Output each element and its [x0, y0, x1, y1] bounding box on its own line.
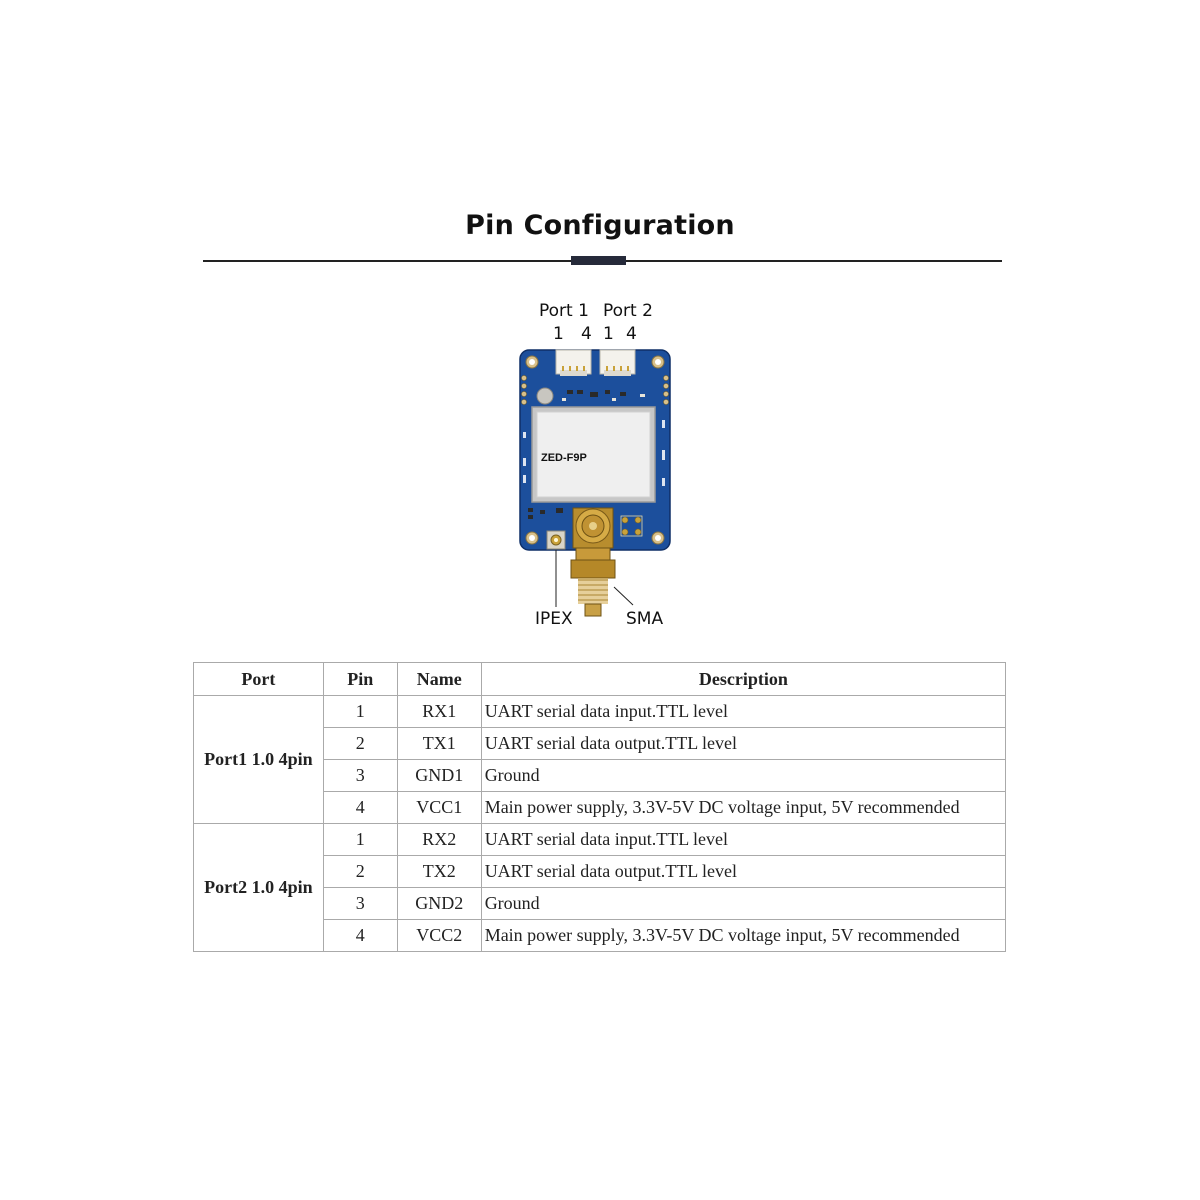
port-group-cell: Port2 1.0 4pin	[194, 824, 324, 952]
pin-cell: 1	[323, 696, 397, 728]
pin-configuration-table	[193, 662, 1006, 952]
description-cell: UART serial data input.TTL level	[481, 824, 1005, 856]
name-cell: RX2	[397, 824, 481, 856]
ipex-connector	[547, 531, 565, 549]
header-name: Name	[397, 663, 481, 696]
name-cell: TX2	[397, 856, 481, 888]
name-cell: GND1	[397, 760, 481, 792]
sma-label: SMA	[626, 609, 664, 629]
backup-battery	[537, 388, 553, 404]
port1-pin-first-label: 1	[553, 324, 564, 344]
header-pin: Pin	[323, 663, 397, 696]
page-title: Pin Configuration	[465, 210, 735, 241]
description-cell: Main power supply, 3.3V-5V DC voltage input, 5V recommended	[481, 792, 1005, 824]
port1-connector	[556, 350, 591, 376]
header-description: Description	[481, 663, 1005, 696]
table-row	[194, 696, 1006, 728]
pin-cell: 2	[323, 856, 397, 888]
pin-cell: 4	[323, 792, 397, 824]
sma-connector	[571, 508, 615, 616]
pin-cell: 2	[323, 728, 397, 760]
description-cell: Ground	[481, 760, 1005, 792]
name-cell: TX1	[397, 728, 481, 760]
ipex-label: IPEX	[535, 609, 573, 629]
header-port: Port	[194, 663, 324, 696]
table-row	[194, 824, 1006, 856]
description-cell: UART serial data output.TTL level	[481, 728, 1005, 760]
description-cell: UART serial data input.TTL level	[481, 696, 1005, 728]
description-cell: Main power supply, 3.3V-5V DC voltage input, 5V recommended	[481, 920, 1005, 952]
port1-label: Port 1	[539, 301, 589, 321]
name-cell: VCC2	[397, 920, 481, 952]
port2-pin-first-label: 1	[603, 324, 614, 344]
pin-cell: 3	[323, 760, 397, 792]
port1-pin-last-label: 4	[581, 324, 592, 344]
port-group-cell: Port1 1.0 4pin	[194, 696, 324, 824]
chip-label: ZED-F9P	[541, 452, 587, 464]
sma-callout-line	[614, 587, 633, 605]
port2-connector	[600, 350, 635, 376]
table-header-row	[194, 663, 1006, 696]
name-cell: GND2	[397, 888, 481, 920]
port2-pin-last-label: 4	[626, 324, 637, 344]
pin-cell: 4	[323, 920, 397, 952]
name-cell: VCC1	[397, 792, 481, 824]
name-cell: RX1	[397, 696, 481, 728]
description-cell: Ground	[481, 888, 1005, 920]
pin-cell: 3	[323, 888, 397, 920]
pin-cell: 1	[323, 824, 397, 856]
description-cell: UART serial data output.TTL level	[481, 856, 1005, 888]
port2-label: Port 2	[603, 301, 653, 321]
